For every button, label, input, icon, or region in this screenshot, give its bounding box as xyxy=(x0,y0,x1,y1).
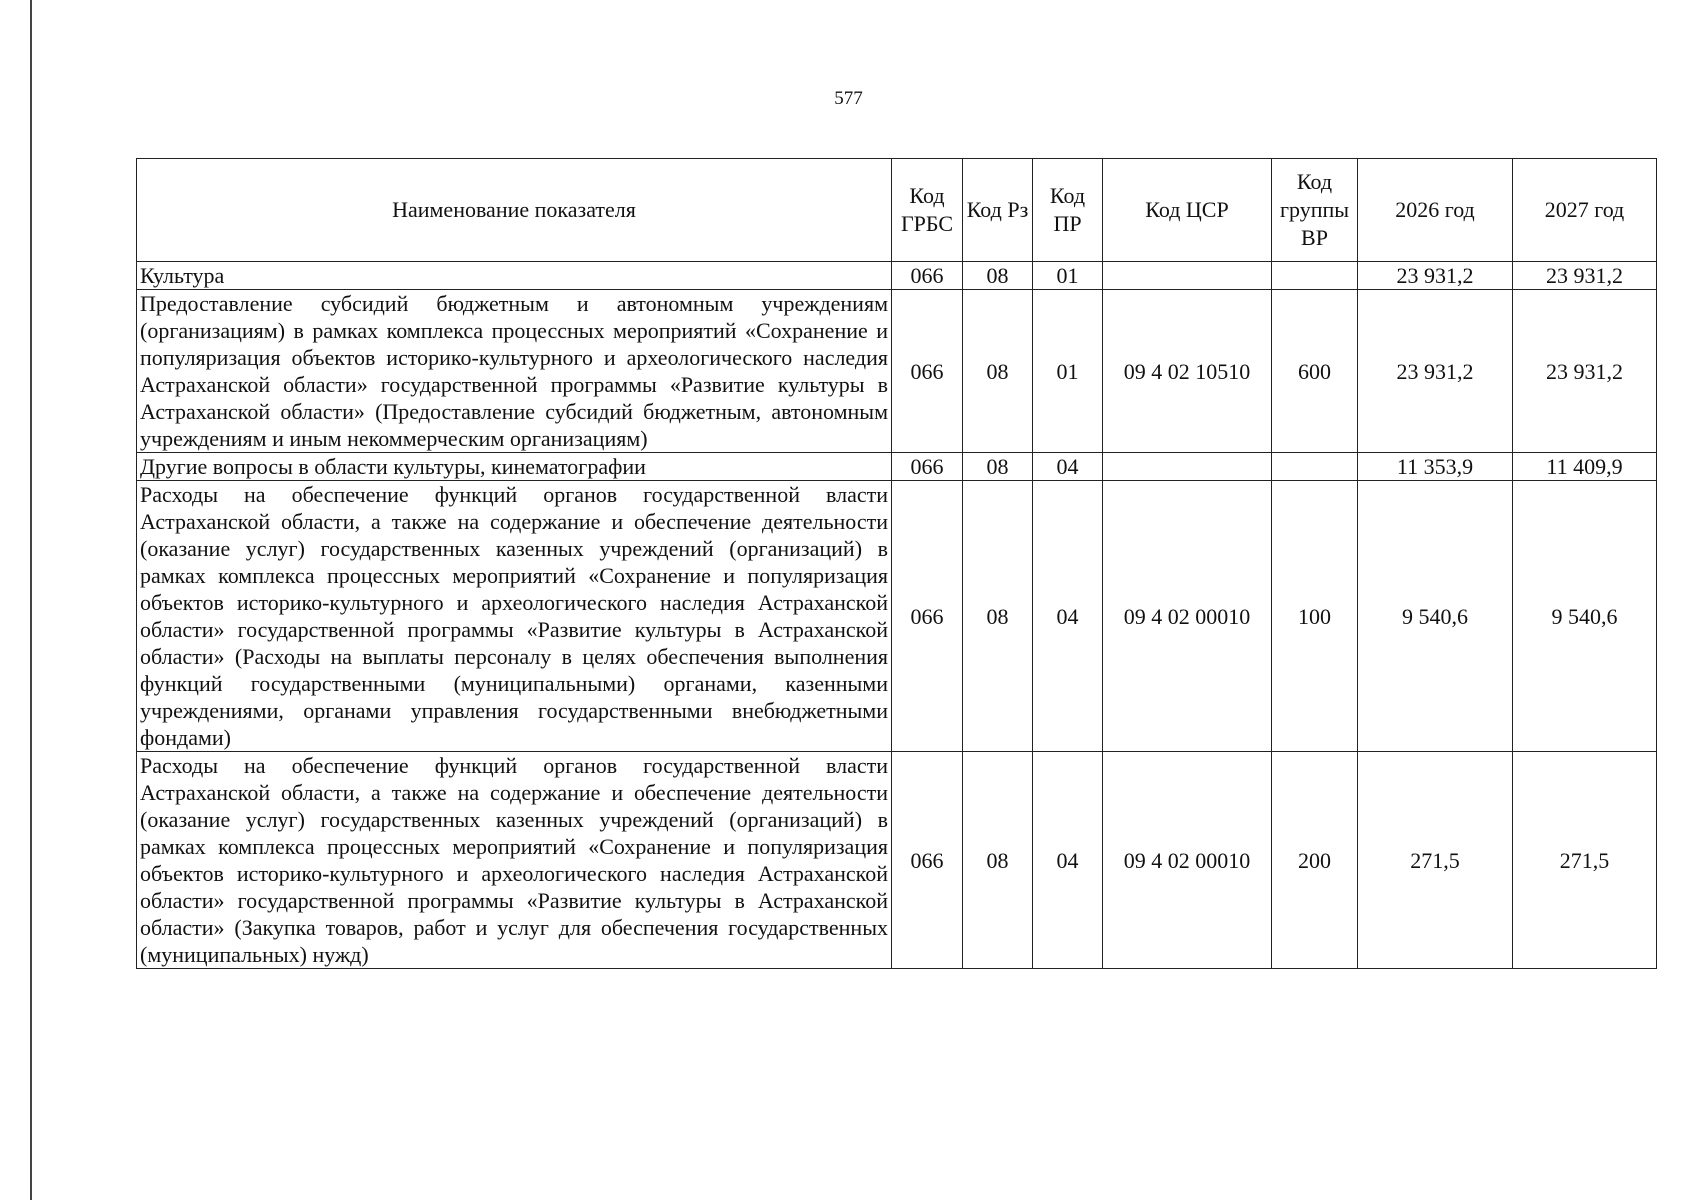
row-grbs: 066 xyxy=(892,481,963,752)
row-grbs: 066 xyxy=(892,290,963,453)
row-year-2026: 23 931,2 xyxy=(1358,262,1513,290)
table-row xyxy=(137,453,1657,481)
header-year-2027: 2027 год xyxy=(1513,159,1657,262)
row-rz: 08 xyxy=(963,290,1033,453)
row-grbs: 066 xyxy=(892,262,963,290)
row-pr: 04 xyxy=(1033,481,1103,752)
header-vr: Код группы ВР xyxy=(1272,159,1358,262)
row-year-2027: 23 931,2 xyxy=(1513,262,1657,290)
row-vr xyxy=(1272,262,1358,290)
table-row xyxy=(137,290,1657,453)
table-row xyxy=(137,262,1657,290)
row-pr: 04 xyxy=(1033,453,1103,481)
row-csr: 09 4 02 10510 xyxy=(1103,290,1272,453)
binding-margin-line xyxy=(30,0,32,1200)
row-year-2027: 23 931,2 xyxy=(1513,290,1657,453)
page-number: 577 xyxy=(834,88,863,109)
row-csr: 09 4 02 00010 xyxy=(1103,752,1272,969)
row-rz: 08 xyxy=(963,262,1033,290)
budget-table-container xyxy=(136,158,1656,969)
header-year-2026: 2026 год xyxy=(1358,159,1513,262)
table-row xyxy=(137,752,1657,969)
row-year-2026: 11 353,9 xyxy=(1358,453,1513,481)
row-csr xyxy=(1103,262,1272,290)
header-csr: Код ЦСР xyxy=(1103,159,1272,262)
header-grbs: Код ГРБС xyxy=(892,159,963,262)
header-rz: Код Рз xyxy=(963,159,1033,262)
row-name: Расходы на обеспечение функций органов государственной власти Астраханской области, а также на содержание и обеспечение деятельности (оказание услуг) государственных казенных учреждений (организаций) в рамках комплекса процессных мероприятий «Сохранение и популяризация объектов историко-культурного и археологического наследия Астраханской области» государственной программы «Развитие культуры в Астраханской области» (Расходы на выплаты персоналу в целях обеспечения выполнения функций государственными (муниципальными) органами, казенными учреждениями, органами управления государственными внебюджетными фондами) xyxy=(137,481,892,752)
row-year-2027: 11 409,9 xyxy=(1513,453,1657,481)
row-pr: 04 xyxy=(1033,752,1103,969)
row-vr: 100 xyxy=(1272,481,1358,752)
row-vr xyxy=(1272,453,1358,481)
row-vr: 600 xyxy=(1272,290,1358,453)
row-name: Расходы на обеспечение функций органов государственной власти Астраханской области, а также на содержание и обеспечение деятельности (оказание услуг) государственных казенных учреждений (организаций) в рамках комплекса процессных мероприятий «Сохранение и популяризация объектов историко-культурного и археологического наследия Астраханской области» государственной программы «Развитие культуры в Астраханской области» (Закупка товаров, работ и услуг для обеспечения государственных (муниципальных) нужд) xyxy=(137,752,892,969)
row-name: Культура xyxy=(137,262,892,290)
row-year-2027: 271,5 xyxy=(1513,752,1657,969)
row-rz: 08 xyxy=(963,453,1033,481)
row-csr xyxy=(1103,453,1272,481)
row-name: Другие вопросы в области культуры, кинематографии xyxy=(137,453,892,481)
budget-table xyxy=(136,158,1657,969)
table-header-row xyxy=(137,159,1657,262)
header-name: Наименование показателя xyxy=(137,159,892,262)
row-year-2027: 9 540,6 xyxy=(1513,481,1657,752)
row-year-2026: 271,5 xyxy=(1358,752,1513,969)
row-year-2026: 9 540,6 xyxy=(1358,481,1513,752)
row-csr: 09 4 02 00010 xyxy=(1103,481,1272,752)
row-year-2026: 23 931,2 xyxy=(1358,290,1513,453)
row-rz: 08 xyxy=(963,481,1033,752)
row-rz: 08 xyxy=(963,752,1033,969)
row-grbs: 066 xyxy=(892,752,963,969)
row-pr: 01 xyxy=(1033,262,1103,290)
row-pr: 01 xyxy=(1033,290,1103,453)
row-vr: 200 xyxy=(1272,752,1358,969)
row-name: Предоставление субсидий бюджетным и автономным учреждениям (организациям) в рамках комплекса процессных мероприятий «Сохранение и популяризация объектов историко-культурного и археологического наследия Астраханской области» государственной программы «Развитие культуры в Астраханской области» (Предоставление субсидий бюджетным, автономным учреждениям и иным некоммерческим организациям) xyxy=(137,290,892,453)
row-grbs: 066 xyxy=(892,453,963,481)
table-row xyxy=(137,481,1657,752)
header-pr: Код ПР xyxy=(1033,159,1103,262)
